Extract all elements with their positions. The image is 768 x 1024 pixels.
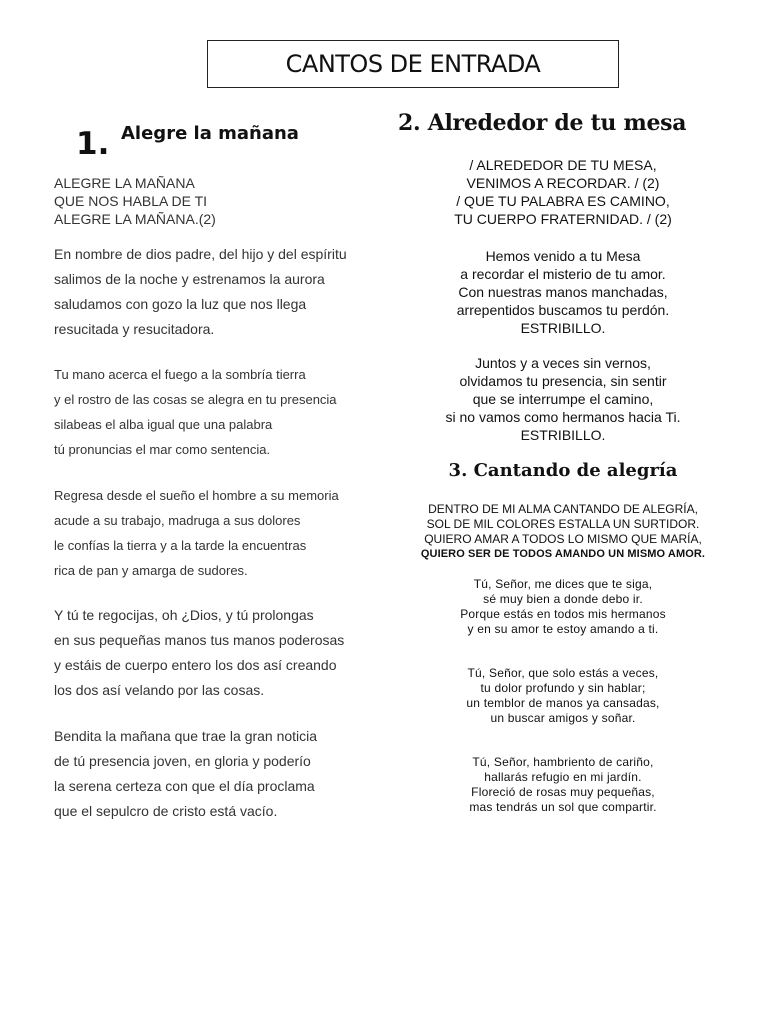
- page-title: CANTOS DE ENTRADA: [207, 40, 619, 88]
- song-1-stanza-3: [54, 483, 384, 583]
- verse-line: Tú, Señor, que solo estás a veces,: [467, 666, 659, 680]
- song-3-verse-1: [400, 577, 726, 637]
- verse-line: que se interrumpe el camino,: [472, 391, 654, 407]
- verse-line: a recordar el misterio de tu amor.: [460, 266, 666, 282]
- song-1-number: 1.: [76, 126, 110, 162]
- stanza-line: silabeas el alba igual que una palabra: [54, 417, 273, 432]
- chorus-line: QUIERO AMAR A TODOS LO MISMO QUE MARÍA,: [424, 532, 702, 546]
- verse-line: arrepentidos buscamos tu perdón.: [456, 302, 670, 318]
- chorus-line: DENTRO DE MI ALMA CANTANDO DE ALEGRÍA,: [428, 502, 698, 516]
- stanza-line: En nombre de dios padre, del hijo y del espíritu: [54, 246, 347, 262]
- stanza-line: que el sepulcro de cristo está vacío.: [54, 803, 278, 819]
- verse-line: tu dolor profundo y sin hablar;: [480, 681, 646, 695]
- stanza-line: de tú presencia joven, en gloria y poderío: [54, 753, 311, 769]
- stanza-line: la serena certeza con que el día proclama: [54, 778, 315, 794]
- chorus-line: TU CUERPO FRATERNIDAD. / (2): [454, 211, 672, 227]
- verse-line: hallarás refugio en mi jardín.: [484, 770, 642, 784]
- song-1-stanza-1: [54, 242, 384, 342]
- stanza-line: en sus pequeñas manos tus manos poderosas: [54, 632, 345, 648]
- stanza-line: y estáis de cuerpo entero los dos así creando: [54, 657, 337, 673]
- stanza-line: salimos de la noche y estrenamos la aurora: [54, 271, 325, 287]
- chorus-line: QUIERO SER DE TODOS AMANDO UN MISMO AMOR.: [420, 548, 706, 560]
- chorus-line: ALEGRE LA MAÑANA: [54, 175, 195, 191]
- stanza-line: Regresa desde el sueño el hombre a su memoria: [54, 488, 339, 503]
- verse-line: olvidamos tu presencia, sin sentir: [459, 373, 667, 389]
- chorus-line: VENIMOS A RECORDAR. / (2): [466, 175, 660, 191]
- stanza-line: Y tú te regocijas, oh ¿Dios, y tú prolongas: [54, 607, 314, 623]
- verse-line: Hemos venido a tu Mesa: [485, 248, 641, 264]
- song-1-heading: [76, 118, 376, 164]
- song-1-stanza-2: [54, 362, 384, 462]
- verse-line: Juntos y a veces sin vernos,: [475, 355, 651, 371]
- verse-line: sé muy bien a donde debo ir.: [483, 592, 643, 606]
- chorus-line: / QUE TU PALABRA ES CAMINO,: [456, 193, 670, 209]
- chorus-line: SOL DE MIL COLORES ESTALLA UN SURTIDOR.: [426, 517, 700, 531]
- song-2-verse-2: [400, 354, 726, 444]
- verse-line: Tú, Señor, me dices que te siga,: [473, 577, 653, 591]
- song-2-verse-1: [400, 247, 726, 337]
- song-1-title: Alegre la mañana: [121, 123, 299, 144]
- stanza-line: y el rostro de las cosas se alegra en tu presencia: [54, 392, 337, 407]
- verse-line: si no vamos como hermanos hacia Ti.: [445, 409, 681, 425]
- refrain-marker: ESTRIBILLO.: [520, 320, 606, 336]
- stanza-line: saludamos con gozo la luz que nos llega: [54, 296, 307, 312]
- song-3-verse-3: [400, 755, 726, 815]
- song-3-chorus: [395, 502, 731, 562]
- chorus-line: ALEGRE LA MAÑANA.(2): [54, 211, 216, 227]
- verse-line: un temblor de manos ya cansadas,: [466, 696, 660, 710]
- stanza-line: resucitada y resucitadora.: [54, 321, 215, 337]
- song-2-title: 2. Alrededor de tu mesa: [398, 110, 687, 136]
- stanza-line: acude a su trabajo, madruga a sus dolores: [54, 513, 301, 528]
- verse-line: mas tendrás un sol que compartir.: [469, 800, 657, 814]
- chorus-line: QUE NOS HABLA DE TI: [54, 193, 208, 209]
- song-2-chorus: [400, 156, 726, 228]
- verse-line: Tú, Señor, hambriento de cariño,: [472, 755, 654, 769]
- verse-line: Porque estás en todos mis hermanos: [460, 607, 666, 621]
- stanza-line: le confías la tierra y a la tarde la encuentras: [54, 538, 307, 553]
- song-1-stanza-4: [54, 603, 384, 703]
- chorus-line: / ALREDEDOR DE TU MESA,: [469, 157, 657, 173]
- song-3-title: 3. Cantando de alegría: [448, 460, 678, 481]
- song-1-stanza-5: [54, 724, 384, 824]
- stanza-line: rica de pan y amarga de sudores.: [54, 563, 248, 578]
- verse-line: y en su amor te estoy amando a ti.: [467, 622, 659, 636]
- song-1-chorus: [54, 174, 354, 228]
- verse-line: Con nuestras manos manchadas,: [458, 284, 668, 300]
- stanza-line: Bendita la mañana que trae la gran noticia: [54, 728, 318, 744]
- stanza-line: los dos así velando por las cosas.: [54, 682, 265, 698]
- verse-line: Floreció de rosas muy pequeñas,: [471, 785, 655, 799]
- refrain-marker: ESTRIBILLO.: [520, 427, 606, 443]
- stanza-line: Tu mano acerca el fuego a la sombría tierra: [54, 367, 306, 382]
- stanza-line: tú pronuncias el mar como sentencia.: [54, 442, 271, 457]
- verse-line: un buscar amigos y soñar.: [490, 711, 636, 725]
- song-3-verse-2: [400, 666, 726, 726]
